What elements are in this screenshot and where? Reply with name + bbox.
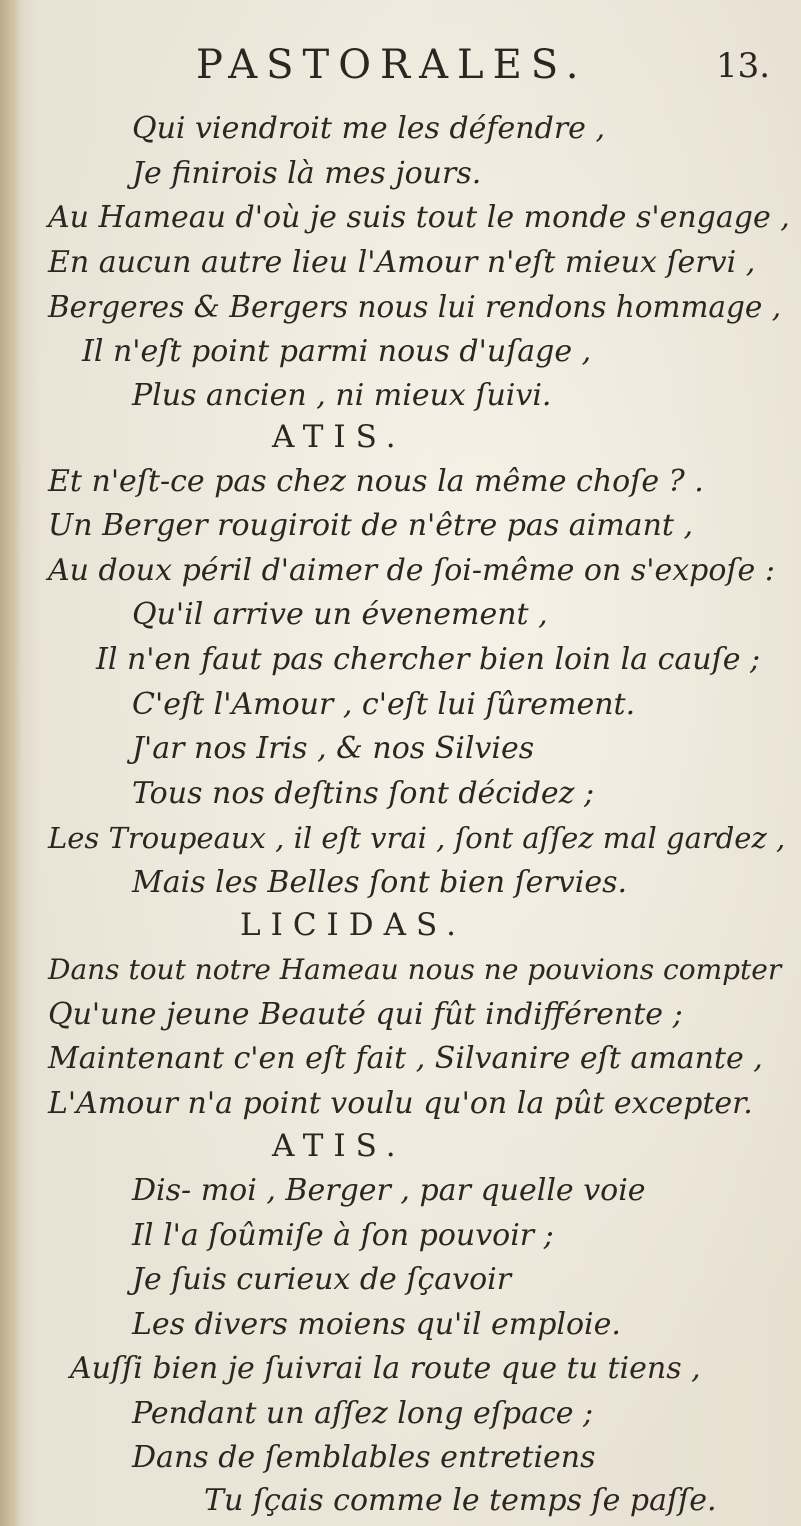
page-number: 13.	[716, 46, 771, 86]
verse-line: Maintenant c'en eſt fait , Silvanire eſt amante ,	[48, 1041, 763, 1077]
verse-line: Tu ſçais comme le temps ſe paſſe.	[204, 1483, 717, 1518]
verse-line: L'Amour n'a point voulu qu'on la pût excepter.	[48, 1085, 753, 1121]
speaker-name: ATIS.	[272, 419, 406, 456]
verse-line: Qui viendroit me les défendre ,	[132, 111, 605, 146]
verse-line: Dans tout notre Hameau nous ne pouvions compter	[48, 953, 782, 987]
page-gutter-shadow	[0, 0, 22, 1526]
verse-line: J'ar nos Iris , & nos Silvies	[132, 731, 535, 767]
verse-line: Bergeres & Bergers nous lui rendons hommage ,	[48, 290, 782, 325]
verse-line: Et n'eſt-ce pas chez nous la même choſe ? .	[48, 463, 704, 499]
verse-line: Au Hameau d'où je suis tout le monde s'engage ,	[48, 200, 790, 236]
verse-line: Je finirois là mes jours.	[132, 155, 482, 191]
verse-line: Je ſuis curieux de ſçavoir	[132, 1262, 512, 1298]
verse-line: Dans de ſemblables entretiens	[132, 1440, 596, 1476]
verse-line: En aucun autre lieu l'Amour n'eſt mieux ſervi ,	[48, 244, 756, 280]
verse-line: Tous nos deſtins ſont décidez ;	[132, 775, 595, 811]
verse-line: C'eſt l'Amour , c'eſt lui ſûrement.	[132, 686, 636, 722]
speaker-name: ATIS.	[272, 1128, 406, 1165]
verse-line: Qu'une jeune Beauté qui fût indifférente ;	[48, 996, 683, 1032]
verse-line: Dis- moi , Berger , par quelle voie	[132, 1172, 646, 1208]
verse-line: Il l'a ſoûmiſe à ſon pouvoir ;	[132, 1217, 554, 1253]
running-title: PASTORALES.	[196, 42, 588, 88]
verse-line: Plus ancien , ni mieux ſuivi.	[132, 378, 552, 414]
page-header	[0, 34, 801, 90]
speaker-name: LICIDAS.	[240, 907, 467, 944]
verse-line: Les Troupeaux , il eſt vrai , ſont aſſez mal gardez ,	[48, 821, 786, 856]
verse-line: Il n'eſt point parmi nous d'uſage ,	[82, 333, 592, 369]
verse-line: Un Berger rougiroit de n'être pas aimant ,	[48, 508, 694, 544]
verse-line: Qu'il arrive un évenement ,	[132, 597, 548, 633]
verse-line: Pendant un aſſez long eſpace ;	[132, 1395, 594, 1431]
verse-line: Il n'en faut pas chercher bien loin la cauſe ;	[96, 641, 761, 677]
verse-line: Au doux péril d'aimer de ſoi-même on s'expoſe :	[48, 552, 775, 588]
verse-line: Les divers moiens qu'il emploie.	[132, 1306, 621, 1342]
verse-line: Mais les Belles ſont bien ſervies.	[132, 864, 627, 900]
verse-line: Auſſi bien je ſuivrai la route que tu tiens ,	[70, 1351, 701, 1387]
